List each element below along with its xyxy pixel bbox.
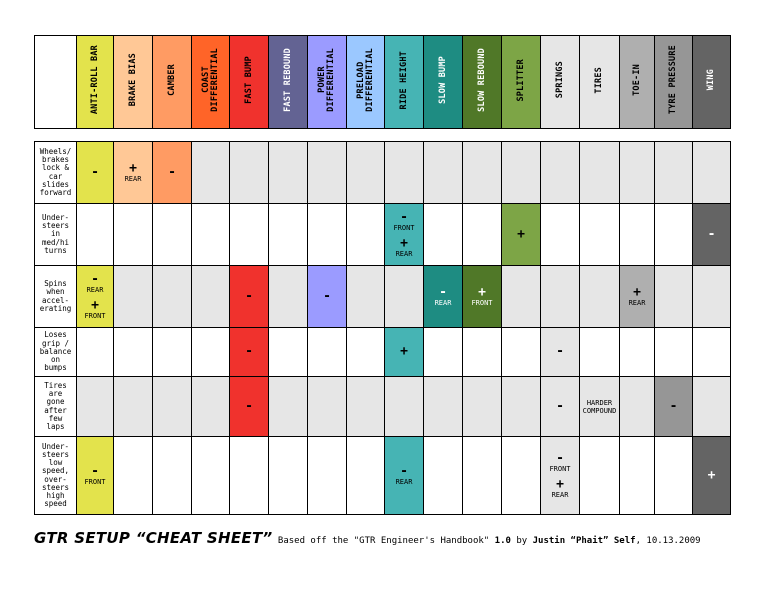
adjustment-cell bbox=[424, 437, 463, 515]
adjustment-cell bbox=[385, 437, 424, 515]
adjustment-cell bbox=[580, 328, 620, 377]
adjustment-cell bbox=[541, 328, 580, 377]
symptom-label: Under- steers low speed, over- steers high speed bbox=[35, 437, 77, 515]
adjust-note: FRONT bbox=[84, 311, 106, 320]
adjustment-cell bbox=[463, 142, 502, 204]
adjustment-cell bbox=[192, 377, 230, 437]
column-header-label: BRAKE BIAS bbox=[127, 53, 138, 107]
adjustment-cell bbox=[308, 204, 347, 266]
adjustment-cell bbox=[463, 266, 502, 328]
adjustment-cell bbox=[153, 204, 192, 266]
adjustment-cell bbox=[541, 142, 580, 204]
column-header-label: POWER DIFFERENTIAL bbox=[317, 48, 336, 112]
adjust-symbol: - bbox=[245, 288, 253, 304]
adjustment-cell bbox=[153, 328, 192, 377]
adjust-note: REAR bbox=[395, 477, 413, 486]
adjustment-cell bbox=[347, 328, 385, 377]
adjust-symbol: + bbox=[633, 284, 641, 300]
adjustment-cell bbox=[541, 266, 580, 328]
adjustment-cell bbox=[502, 328, 541, 377]
adjust-note: REAR bbox=[86, 285, 104, 294]
adjustment-cell bbox=[114, 142, 153, 204]
adjustment-cell bbox=[693, 266, 731, 328]
column-header bbox=[424, 36, 463, 129]
column-header bbox=[192, 36, 230, 129]
adjustment-cell bbox=[541, 377, 580, 437]
adjust-symbol: - bbox=[707, 226, 716, 242]
adjust-note: HARDER COMPOUND bbox=[582, 398, 617, 415]
adjust-note: FRONT bbox=[549, 464, 571, 473]
adjustment-cell bbox=[385, 328, 424, 377]
column-header-label: TYRE PRESSURE bbox=[668, 45, 678, 115]
adjustment-cell bbox=[620, 266, 655, 328]
adjustment-cell bbox=[347, 437, 385, 515]
adjustment-cell bbox=[114, 328, 153, 377]
adjustment-cell bbox=[463, 377, 502, 437]
column-header bbox=[269, 36, 308, 129]
adjustment-cell bbox=[620, 204, 655, 266]
adjustment-cell bbox=[77, 204, 114, 266]
column-header-label: FAST REBOUND bbox=[282, 48, 293, 112]
adjustment-cell bbox=[308, 377, 347, 437]
adjustment-cell bbox=[269, 377, 308, 437]
column-header-label: WING bbox=[706, 69, 716, 91]
column-header-label: SPRINGS bbox=[554, 61, 565, 99]
adjustment-cell bbox=[230, 377, 269, 437]
adjustment-cell bbox=[620, 328, 655, 377]
adjustment-cell bbox=[230, 328, 269, 377]
adjustment-cell bbox=[502, 204, 541, 266]
adjustment-cell bbox=[693, 328, 731, 377]
adjustment-cell bbox=[269, 437, 308, 515]
adjustment-cell bbox=[230, 204, 269, 266]
adjust-symbol: - bbox=[91, 164, 99, 180]
column-header bbox=[230, 36, 269, 129]
column-header bbox=[655, 36, 693, 129]
adjustment-cell bbox=[693, 377, 731, 437]
adjust-symbol: - bbox=[245, 344, 253, 359]
adjustment-cell bbox=[230, 142, 269, 204]
adjust-symbol: - bbox=[400, 209, 408, 225]
column-header bbox=[347, 36, 385, 129]
adjustment-cell bbox=[655, 377, 693, 437]
adjustment-cell bbox=[655, 204, 693, 266]
column-header bbox=[77, 36, 114, 129]
symptom-label: Tires are gone after few laps bbox=[35, 377, 77, 437]
adjust-symbol: - bbox=[168, 164, 176, 180]
adjustment-cell bbox=[385, 142, 424, 204]
adjust-note: FRONT bbox=[471, 298, 493, 307]
adjustment-cell bbox=[192, 204, 230, 266]
column-header bbox=[463, 36, 502, 129]
adjustment-cell bbox=[77, 328, 114, 377]
adjustment-cell bbox=[655, 142, 693, 204]
adjustment-cell bbox=[269, 204, 308, 266]
adjustment-cell bbox=[269, 142, 308, 204]
author-name: Justin “Phait” Self bbox=[532, 536, 636, 546]
column-header-label: CAMBER bbox=[166, 64, 177, 96]
adjustment-cell bbox=[655, 266, 693, 328]
adjustment-cell bbox=[347, 142, 385, 204]
adjustment-cell bbox=[308, 142, 347, 204]
adjustment-cell bbox=[153, 437, 192, 515]
adjustment-cell bbox=[347, 204, 385, 266]
adjust-symbol: - bbox=[400, 463, 408, 479]
column-header bbox=[308, 36, 347, 129]
symptom-label: Under- steers in med/hi turns bbox=[35, 204, 77, 266]
based-on-text: Based off the "GTR Engineer's Handbook" bbox=[277, 536, 490, 546]
adjust-symbol: + bbox=[400, 344, 408, 359]
adjustment-cell bbox=[230, 437, 269, 515]
adjustment-cell bbox=[424, 204, 463, 266]
adjust-note: FRONT bbox=[393, 223, 415, 232]
adjustment-cell bbox=[385, 266, 424, 328]
adjustment-cell bbox=[693, 142, 731, 204]
adjustment-cell bbox=[620, 142, 655, 204]
adjustment-cell bbox=[114, 204, 153, 266]
adjust-symbol: - bbox=[91, 271, 99, 287]
column-header-label: ANTI-ROLL BAR bbox=[89, 45, 100, 115]
adjustment-cell bbox=[192, 142, 230, 204]
adjustment-cell bbox=[693, 204, 731, 266]
column-header-label: TIRES bbox=[594, 66, 604, 94]
column-header-label: SPLITTER bbox=[515, 58, 526, 102]
version-text: 1.0 bbox=[494, 536, 511, 546]
adjustment-cell bbox=[424, 142, 463, 204]
adjustment-cell bbox=[192, 437, 230, 515]
adjust-symbol: + bbox=[478, 284, 486, 300]
adjustment-cell bbox=[269, 328, 308, 377]
symptom-row bbox=[35, 266, 731, 328]
adjustment-cell bbox=[424, 328, 463, 377]
column-header-label: TOE-IN bbox=[631, 64, 642, 96]
symptom-row bbox=[35, 204, 731, 266]
adjustment-cell bbox=[308, 266, 347, 328]
column-header bbox=[693, 36, 731, 129]
column-header bbox=[114, 36, 153, 129]
adjustment-cell bbox=[580, 377, 620, 437]
adjustment-cell bbox=[620, 437, 655, 515]
column-header bbox=[502, 36, 541, 129]
column-header bbox=[153, 36, 192, 129]
adjustment-cell bbox=[114, 437, 153, 515]
symptom-row bbox=[35, 142, 731, 204]
adjustment-cell bbox=[502, 377, 541, 437]
adjustment-cell bbox=[541, 204, 580, 266]
adjust-symbol: + bbox=[400, 235, 408, 251]
adjustment-cell bbox=[153, 377, 192, 437]
sheet-title: GTR SETUP “CHEAT SHEET” bbox=[34, 529, 273, 547]
symptom-row bbox=[35, 377, 731, 437]
adjustment-cell bbox=[192, 266, 230, 328]
adjustment-cell bbox=[502, 142, 541, 204]
adjustment-cell bbox=[114, 377, 153, 437]
symptom-row bbox=[35, 328, 731, 377]
adjustment-cell bbox=[77, 377, 114, 437]
adjustment-cell bbox=[424, 266, 463, 328]
adjust-symbol: - bbox=[439, 284, 447, 300]
adjustment-cell bbox=[77, 266, 114, 328]
adjust-symbol: + bbox=[129, 160, 137, 176]
adjustment-cell bbox=[424, 377, 463, 437]
adjustment-cell bbox=[580, 266, 620, 328]
column-header-label: SLOW REBOUND bbox=[476, 48, 487, 112]
adjust-note: REAR bbox=[628, 298, 646, 307]
adjust-note: REAR bbox=[551, 490, 569, 499]
column-header-label: RIDE HEIGHT bbox=[398, 50, 409, 110]
footer bbox=[34, 529, 701, 547]
column-header-label: FAST BUMP bbox=[243, 56, 254, 104]
adjust-symbol: - bbox=[245, 398, 253, 414]
adjust-symbol: - bbox=[556, 398, 564, 414]
adjust-note: REAR bbox=[124, 174, 142, 183]
adjustment-cell bbox=[269, 266, 308, 328]
adjustment-cell bbox=[308, 437, 347, 515]
symptom-label: Spins when accel- erating bbox=[35, 266, 77, 328]
adjust-symbol: - bbox=[556, 344, 564, 359]
adjustment-cell bbox=[463, 437, 502, 515]
column-header bbox=[620, 36, 655, 129]
adjustment-cell bbox=[77, 142, 114, 204]
adjustment-cell bbox=[463, 204, 502, 266]
adjustment-cell bbox=[114, 266, 153, 328]
symptom-label: Wheels/ brakes lock & car slides forward bbox=[35, 142, 77, 204]
column-header bbox=[541, 36, 580, 129]
adjustment-cell bbox=[463, 328, 502, 377]
column-header-label: PRELOAD DIFFERENTIAL bbox=[355, 48, 375, 112]
adjustment-cell bbox=[580, 437, 620, 515]
symptom-row bbox=[35, 437, 731, 515]
column-header-label: SLOW BUMP bbox=[437, 56, 448, 104]
adjustment-cell bbox=[655, 437, 693, 515]
adjust-note: FRONT bbox=[84, 477, 106, 486]
adjustment-cell bbox=[385, 377, 424, 437]
adjustment-cell bbox=[502, 266, 541, 328]
adjustment-cell bbox=[502, 437, 541, 515]
adjust-note: REAR bbox=[395, 249, 413, 258]
column-header bbox=[580, 36, 620, 129]
date-text: , 10.13.2009 bbox=[635, 536, 701, 546]
adjustment-cell bbox=[693, 437, 731, 515]
adjust-symbol: + bbox=[91, 297, 99, 313]
adjustment-cell bbox=[385, 204, 424, 266]
adjust-symbol: + bbox=[556, 476, 564, 492]
adjust-note: REAR bbox=[434, 298, 452, 307]
adjust-symbol: - bbox=[323, 288, 331, 304]
column-header bbox=[385, 36, 424, 129]
adjustment-cell bbox=[308, 328, 347, 377]
adjustment-cell bbox=[580, 142, 620, 204]
adjustment-cell bbox=[153, 142, 192, 204]
adjust-symbol: + bbox=[707, 467, 716, 483]
adjustment-cell bbox=[620, 377, 655, 437]
adjust-symbol: + bbox=[517, 226, 525, 242]
adjustment-cell bbox=[655, 328, 693, 377]
column-header-label: COAST DIFFERENTIAL bbox=[200, 48, 220, 112]
adjust-symbol: - bbox=[669, 398, 678, 414]
corner-blank bbox=[35, 36, 77, 129]
symptom-label: Loses grip / balance on bumps bbox=[35, 328, 77, 377]
by-text: by bbox=[516, 536, 528, 546]
adjustment-cell bbox=[192, 328, 230, 377]
adjustment-cell bbox=[77, 437, 114, 515]
adjust-symbol: - bbox=[91, 463, 99, 479]
adjustment-cell bbox=[541, 437, 580, 515]
adjustment-cell bbox=[580, 204, 620, 266]
adjust-symbol: - bbox=[556, 450, 564, 466]
adjustment-cell bbox=[230, 266, 269, 328]
adjustment-cell bbox=[347, 377, 385, 437]
adjustment-cell bbox=[153, 266, 192, 328]
cheat-sheet-table bbox=[34, 35, 731, 515]
adjustment-cell bbox=[347, 266, 385, 328]
